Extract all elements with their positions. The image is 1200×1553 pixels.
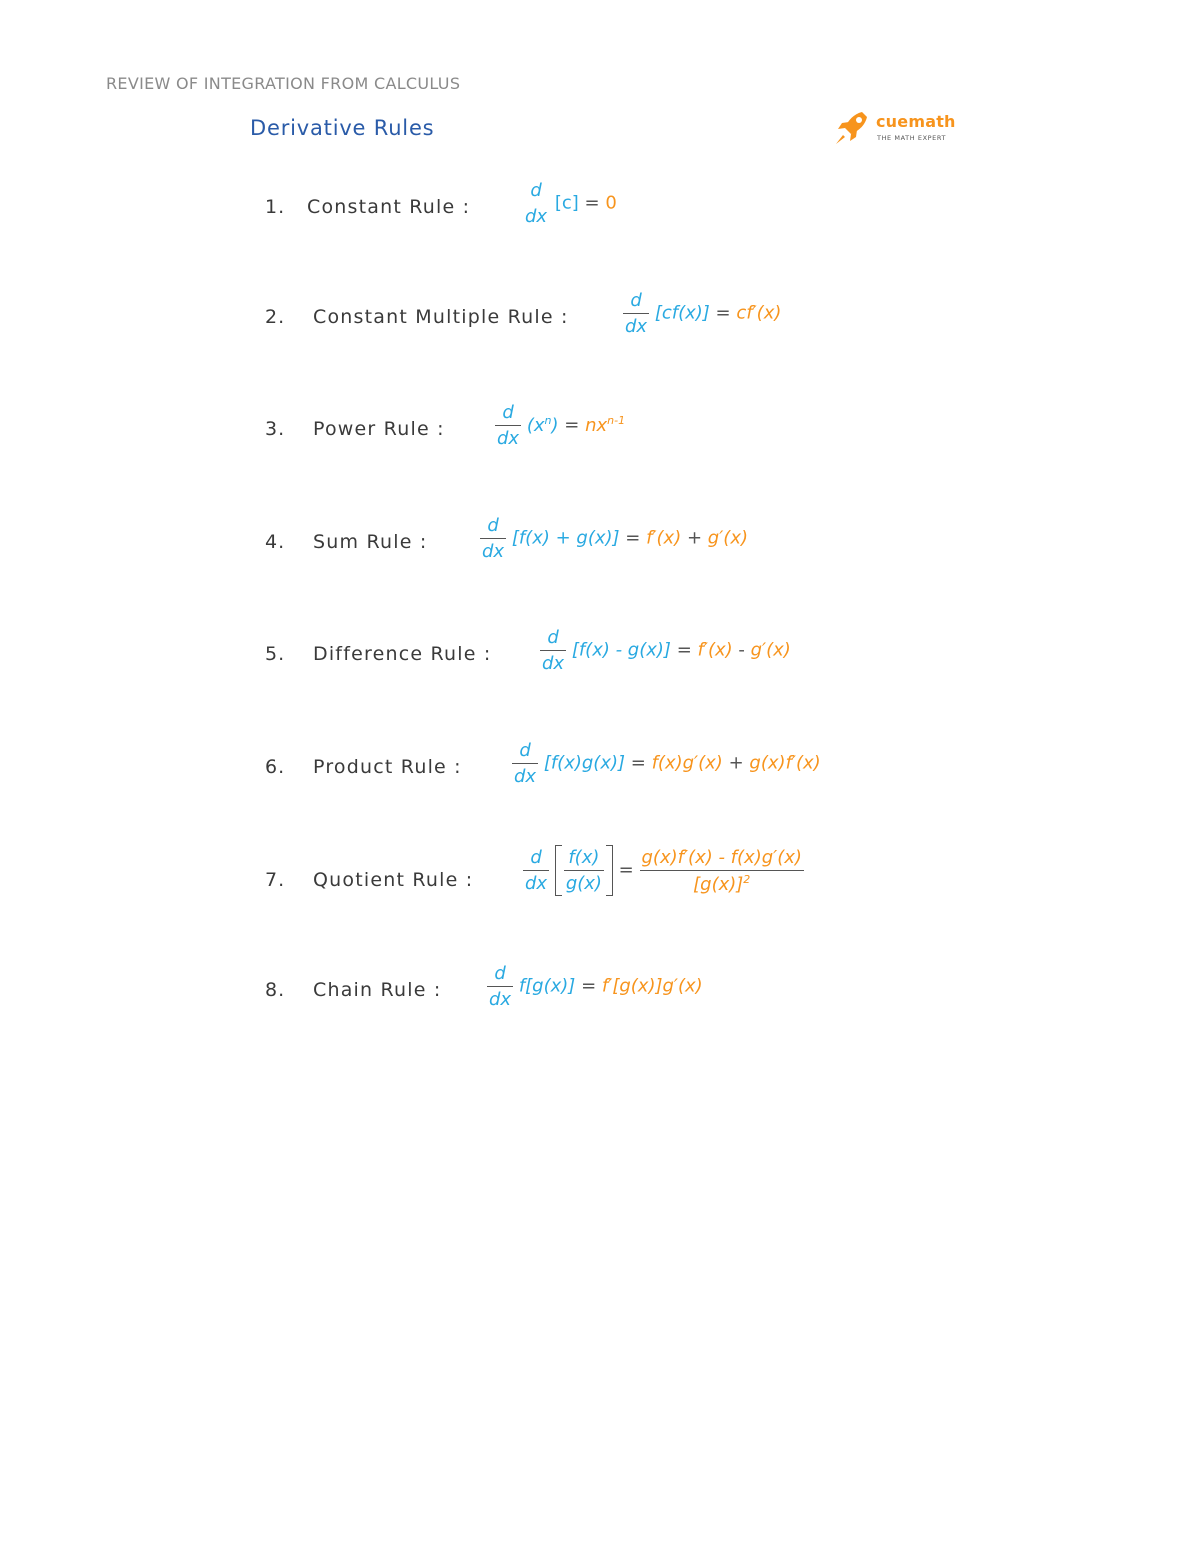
logo-name: cuemath	[876, 112, 956, 131]
rule-quotient	[265, 843, 925, 923]
document-header: REVIEW OF INTEGRATION FROM CALCULUS	[106, 74, 461, 93]
rule-formula	[495, 402, 625, 449]
derivative-operator: $\frac{d}{dx}$	[489, 963, 512, 1010]
formula-rhs: f′[g(x)]g′(x)	[601, 975, 703, 997]
equals-sign: =	[584, 192, 600, 214]
derivative-operator: d dx	[525, 180, 548, 227]
operator: +	[728, 752, 744, 774]
cuemath-logo	[832, 108, 972, 148]
derivative-operator: $\frac{d}{dx}$	[497, 402, 520, 449]
rule-name: Difference Rule :	[313, 643, 492, 665]
formula-lhs: [f(x) - g(x)]	[571, 639, 671, 661]
rule-power	[265, 402, 765, 462]
rule-formula	[523, 180, 617, 227]
formula-rhs: 0	[605, 192, 617, 214]
equals-sign: =	[676, 639, 692, 661]
logo-tagline: THE MATH EXPERT	[877, 134, 947, 142]
rule-constant	[265, 180, 765, 240]
quotient-rhs: $\frac{g(x)f'(x) - f(x)g'(x)}{[g(x)]^2}$	[641, 846, 802, 895]
formula-rhs: $nx^{n-1}$	[585, 413, 626, 436]
rule-name: Chain Rule :	[313, 979, 442, 1001]
operator: +	[686, 527, 703, 549]
derivative-operator: $\frac{d}{dx}$	[482, 515, 505, 562]
rule-product	[265, 740, 925, 800]
formula-lhs: [c]	[554, 192, 579, 214]
formula-lhs: [cf(x)]	[654, 302, 710, 324]
equals-sign: =	[618, 859, 634, 881]
rule-name: Power Rule :	[313, 418, 445, 440]
rule-number: 6.	[265, 756, 286, 778]
rule-number: 3.	[265, 418, 286, 440]
formula-rhs-term: f′(x)	[646, 527, 682, 549]
rule-number: 8.	[265, 979, 286, 1001]
formula-rhs-term: f(x)g′(x)	[651, 752, 723, 774]
rule-number: 1.	[265, 196, 286, 218]
derivative-operator: $\frac{d}{dx}$	[514, 740, 537, 787]
equals-sign: =	[715, 302, 731, 324]
rocket-icon	[832, 108, 872, 148]
equals-sign: =	[581, 975, 597, 997]
derivative-operator: $\frac{d}{dx}$	[625, 290, 648, 337]
rule-formula	[523, 845, 804, 896]
rule-formula	[540, 627, 791, 674]
formula-rhs-term: f′(x)	[697, 639, 733, 661]
equals-sign: =	[630, 752, 646, 774]
equals-sign: =	[564, 414, 580, 436]
rule-name: Quotient Rule :	[313, 869, 474, 891]
formula-lhs: $(x^n)$	[526, 413, 559, 436]
rule-name: Product Rule :	[313, 756, 462, 778]
quotient-lhs: $\frac{f(x)}{g(x)}$	[555, 845, 613, 896]
formula-lhs: f[g(x)]	[518, 975, 576, 997]
formula-rhs-term: g′(x)	[707, 527, 749, 549]
rule-number: 2.	[265, 306, 286, 328]
rule-number: 7.	[265, 869, 286, 891]
formula-lhs: [f(x)g(x)]	[543, 752, 626, 774]
rule-formula	[512, 740, 821, 787]
page-title: Derivative Rules	[250, 116, 435, 140]
formula-lhs: [f(x) + g(x)]	[511, 527, 620, 549]
formula-rhs-term: g(x)f′(x)	[749, 752, 821, 774]
equals-sign: =	[625, 527, 641, 549]
rule-difference	[265, 627, 885, 687]
rule-number: 5.	[265, 643, 286, 665]
derivative-operator: $\frac{d}{dx}$	[525, 847, 548, 894]
rule-name: Sum Rule :	[313, 531, 428, 553]
rule-constant-multiple	[265, 290, 885, 350]
rule-formula	[623, 290, 781, 337]
rule-formula	[480, 515, 748, 562]
rule-sum	[265, 515, 865, 575]
rule-formula	[487, 963, 703, 1010]
operator: -	[738, 639, 745, 661]
derivative-operator: $\frac{d}{dx}$	[542, 627, 565, 674]
rule-name: Constant Rule :	[307, 196, 471, 218]
formula-rhs: cf′(x)	[736, 302, 782, 324]
formula-rhs-term: g′(x)	[750, 639, 791, 661]
rule-name: Constant Multiple Rule :	[313, 306, 569, 328]
rule-chain	[265, 963, 825, 1023]
rule-number: 4.	[265, 531, 286, 553]
